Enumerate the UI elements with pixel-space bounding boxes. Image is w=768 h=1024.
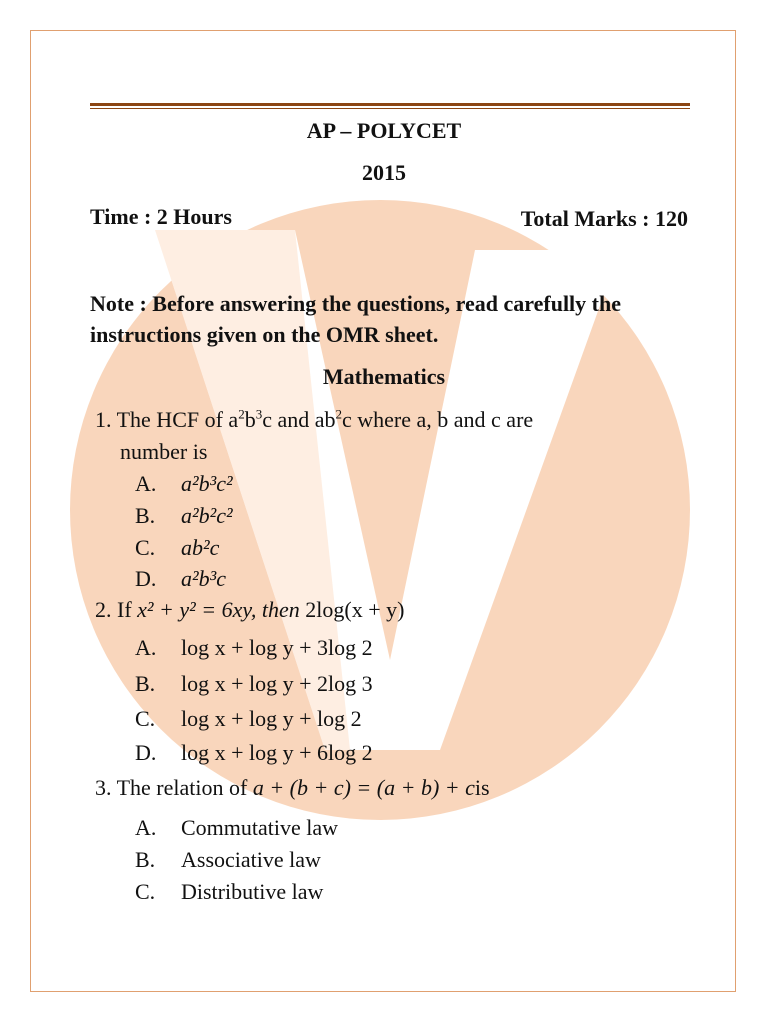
question-2-option-b: B. log x + log y + 2log 3 xyxy=(135,671,373,696)
question-2-option-d: D. log x + log y + 6log 2 xyxy=(135,740,373,765)
exam-title: AP – POLYCET xyxy=(306,118,462,143)
question-1-stem-line2: number is xyxy=(120,439,208,464)
question-1-stem: 1. The HCF of $a^2b^3c$ and $ab^2c$ where a, b and c are xyxy=(95,406,534,432)
total-marks: Total Marks : 120 xyxy=(520,206,688,231)
question-2-stem: 2. If x² + y² = 6xy, then 2log(x + y) xyxy=(95,597,405,622)
exam-year: 2015 xyxy=(362,160,406,185)
question-1-option-a: A. a²b³c² xyxy=(135,471,233,496)
instruction-note: Note : Before answering the questions, read carefully the instructions given on the OMR sheet. xyxy=(90,291,621,347)
question-3-option-a: A. Commutative law xyxy=(135,815,339,840)
question-1 xyxy=(95,404,695,468)
section-title: Mathematics xyxy=(322,364,446,389)
header-rule-thin xyxy=(90,108,690,109)
question-2-option-a: A. log x + log y + 3log 2 xyxy=(135,635,373,660)
header-rule-thick xyxy=(90,103,690,106)
question-1-option-c: C. ab²c xyxy=(135,535,220,560)
question-1-option-b: B. a²b²c² xyxy=(135,503,233,528)
question-3-option-b: B. Associative law xyxy=(135,847,321,872)
exam-time: Time : 2 Hours xyxy=(90,204,232,229)
question-1-option-d: D. a²b³c xyxy=(135,566,226,591)
question-3-option-c: C. Distributive law xyxy=(135,879,324,904)
question-2-option-c: C. log x + log y + log 2 xyxy=(135,706,362,731)
question-3-stem: 3. The relation of a + (b + c) = (a + b) + cis xyxy=(95,775,490,800)
